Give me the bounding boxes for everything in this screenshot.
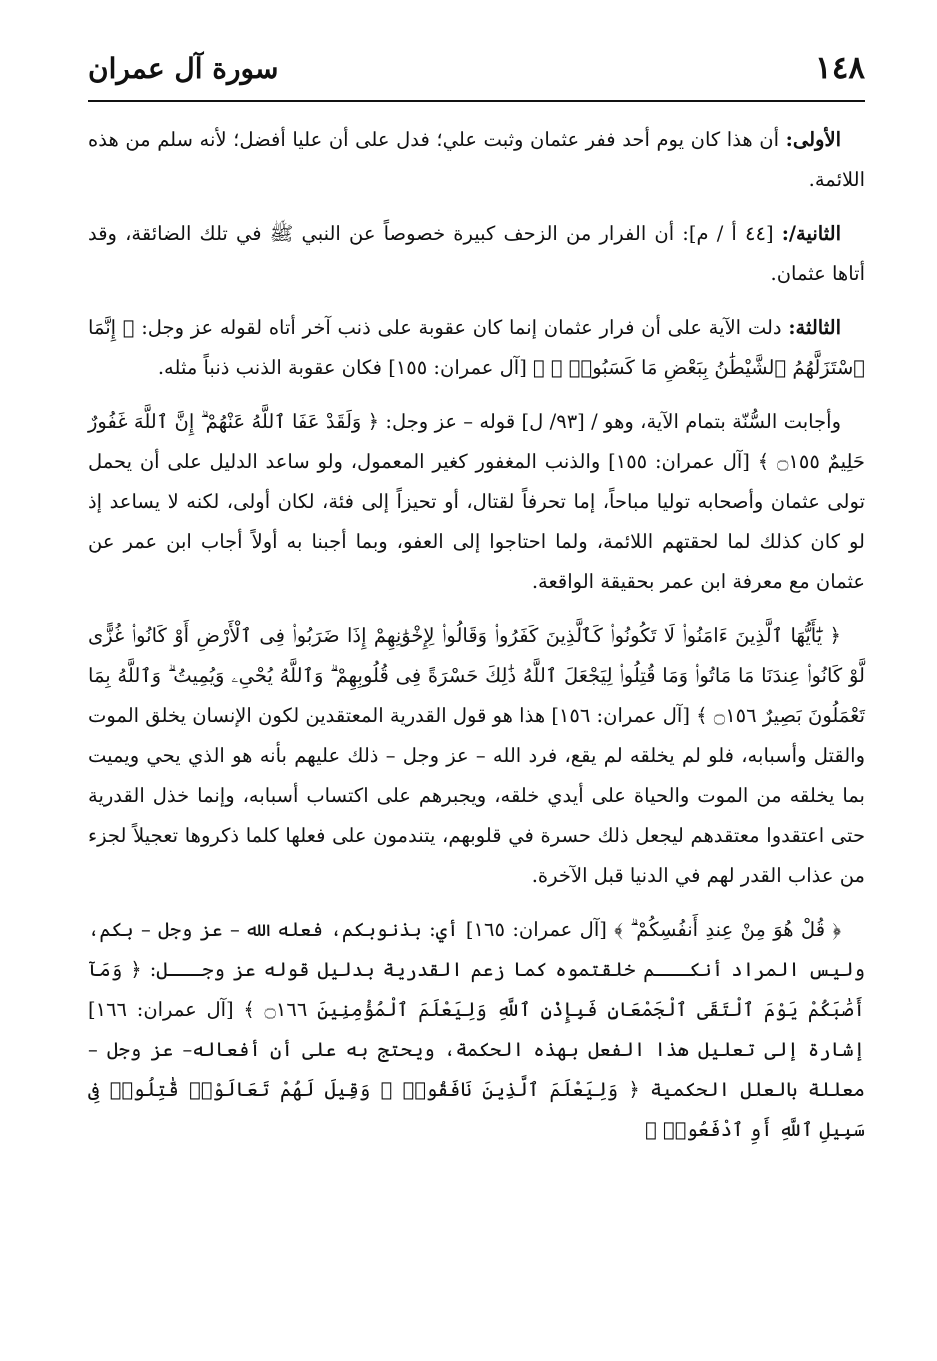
book-page bbox=[88, 42, 865, 1150]
paragraph-lead: الثالثة: bbox=[788, 316, 841, 339]
page-header bbox=[88, 42, 865, 100]
paragraph-second bbox=[88, 214, 865, 294]
paragraph-sunna-answer bbox=[88, 402, 865, 602]
paragraph-lead: الأولى: bbox=[785, 128, 841, 151]
paragraph-text: وأجابت السُّنّة بتمام الآية، وهو / [٩٣/ ل] قوله – عز وجل: ﴿ وَلَقَدْ عَفَا ٱللَّهُ عَنْهُمْ ۗ إِنَّ ٱللَّهَ غَفُورٌ حَلِيمٌ ۝١٥٥ ﴾ [آل عمران: ١٥٥] والذنب المغفور كغير المعمول، ولو ساعد الدليل على أن يحمل تولى عثمان وأصحابه توليا مباحاً، إما تحرفاً لقتال، أو تحيزاً إلى فئة، لكان أولى، لكنه لا يساعد إذ لو كان كذلك لما لحقتهم اللائمة، ولما احتاجوا إلى العفو، وبما أجبنا به أولاً أجاب ابن عمر عن عثمان مع معرفة ابن عمر بحقيقة الواقعة. bbox=[88, 410, 865, 593]
paragraph-text: ﴿ يَٰٓأَيُّهَا ٱلَّذِينَ ءَامَنُوا۟ لَا تَكُونُوا۟ كَٱلَّذِينَ كَفَرُوا۟ وَقَالُوا۟ لِإِخْوَٰنِهِمْ إِذَا ضَرَبُوا۟ فِى ٱلْأَرْضِ أَوْ كَانُوا۟ غُزًّى لَّوْ كَانُوا۟ عِندَنَا مَا مَاتُوا۟ وَمَا قُتِلُوا۟ لِيَجْعَلَ ٱللَّهُ ذَٰلِكَ حَسْرَةً فِى قُلُوبِهِمْ ۗ وَٱللَّهُ يُحْىِۦ وَيُمِيتُ ۗ وَٱللَّهُ بِمَا تَعْمَلُونَ بَصِيرٌ ۝١٥٦ ﴾ [آل عمران: ١٥٦] هذا هو قول القدرية المعتقدين لكون الإنسان يخلق الموت والقتل وأسبابه، فلو لم يخلقه لم يقع، فرد الله – عز وجل – ذلك عليهم بأنه هو الذي يحي ويميت بما يخلقه من الموت والحياة على أيدي خلقه، ويجبرهم على اكتساب أسبابه، وإنما خذل القدرية حتى اعتقدوا معتقدهم ليجعل ذلك حسرة في قلوبهم، يتندمون على فعلها كلما ذكروها تعجيلاً لجزء من عذاب القدر لهم في الدنيا قبل الآخرة. bbox=[88, 624, 865, 887]
surah-title: سورة آل عمران bbox=[88, 52, 279, 85]
paragraph-third bbox=[88, 308, 865, 388]
paragraph-text: ﴿ قُلْ هُوَ مِنْ عِندِ أَنفُسِكُمْ ۗ ﴾ [آل عمران: ١٦٥] أي: بذنوبكم، فعله الله – عز وجل – بكم، وليس المراد أنكـــم خلقتموه كما زعم القدرية بدليل قوله عز وجـــل: ﴿ وَمَآ أَصَٰبَكُمْ يَوْمَ ٱلْتَقَى ٱلْجَمْعَانِ فَبِإِذْنِ ٱللَّهِ وَلِيَعْلَمَ ٱلْمُؤْمِنِينَ ۝١٦٦ ﴾ [آل عمران: ١٦٦] إشارة إلى تعليل هذا الفعل بهذه الحكمة، ويحتج به على أن أفعاله– عز وجل – معللة بالعلل الحكمية ﴿ وَلِيَعْلَمَ ٱلَّذِينَ نَافَقُوا۟ ۚ وَقِيلَ لَهُمْ تَعَالَوْا۟ قَٰتِلُوا۟ فِى سَبِيلِ ٱللَّهِ أَوِ ٱدْفَعُوا۟ ۖ bbox=[88, 918, 865, 1141]
paragraph-text: أن هذا كان يوم أحد ففر عثمان وثبت علي؛ فدل على أن عليا أفضل؛ لأنه سلم من هذه اللائمة. bbox=[88, 128, 865, 191]
paragraph-lead: الثانية/: bbox=[781, 222, 841, 245]
page-number: ١٤٨ bbox=[815, 50, 865, 86]
paragraph-verse-156 bbox=[88, 616, 865, 896]
paragraph-text: دلت الآية على أن فرار عثمان إنما كان عقوبة على ذنب آخر أتاه لقوله عز وجل: ﴿ إِنَّمَا ٱسْتَزَلَّهُمُ ٱلشَّيْطَٰنُ بِبَعْضِ مَا كَسَبُوا۟ ۖ ﴾ [آل عمران: ١٥٥] فكان عقوبة الذنب ذنباً مثله. bbox=[88, 316, 865, 379]
paragraph-text: [٤٤ أ / م]: أن الفرار من الزحف كبيرة خصوصاً عن النبي ﷺ في تلك الضائقة، وقد أتاها عثمان. bbox=[88, 222, 865, 285]
paragraph-verse-165 bbox=[88, 910, 865, 1150]
paragraph-first bbox=[88, 120, 865, 200]
header-rule bbox=[88, 100, 865, 102]
